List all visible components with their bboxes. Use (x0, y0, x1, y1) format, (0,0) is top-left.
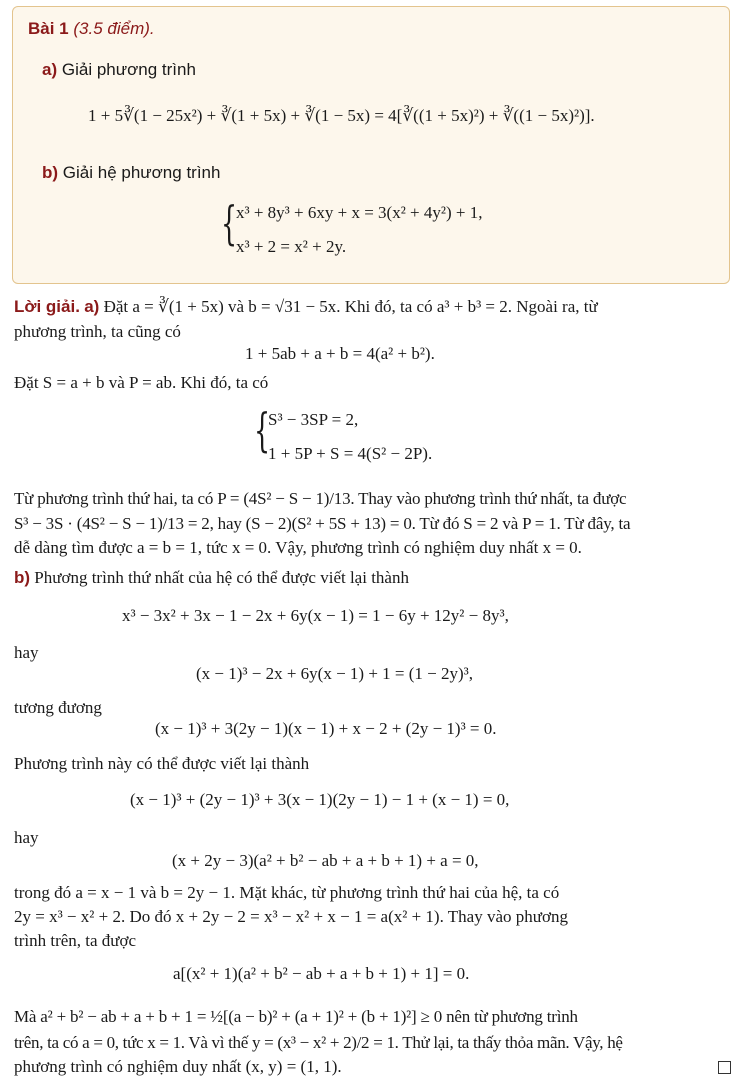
part-b-eq2: x³ + 2 = x² + 2y. (236, 237, 347, 256)
solution-eq-1: 1 + 5ab + a + b = 4(a² + b²). (245, 344, 435, 363)
solution-line-1 (14, 297, 598, 317)
solution-line-8: Phương trình này có thể được viết lại thành (14, 754, 310, 773)
solution-heading: Lời giải. (14, 297, 80, 316)
solution-line-6: dễ dàng tìm được a = b = 1, tức x = 0. Vậy, phương trình có nghiệm duy nhất x = 0. (14, 538, 582, 557)
system-brace: { (221, 196, 238, 250)
solution-tuong-duong: tương đương (14, 698, 102, 717)
problem-points: (3.5 điểm). (73, 19, 155, 38)
solution-line-1-text: Đặt a = ∛(1 + 5x) và b = √31 − 5x. Khi đó, ta có a³ + b³ = 2. Ngoài ra, từ (103, 297, 598, 316)
solution-line-10: 2y = x³ − x² + 2. Do đó x + 2y − 2 = x³ − x² + x − 1 = a(x² + 1). Thay vào phương (14, 907, 568, 926)
solution-line-7-text: Phương trình thứ nhất của hệ có thể được viết lại thành (34, 568, 409, 587)
solution-eq-4: (x − 1)³ + 3(2y − 1)(x − 1) + x − 2 + (2y − 1)³ = 0. (155, 719, 497, 738)
part-b-label: b) (42, 163, 59, 182)
part-a-equation: 1 + 5∛(1 − 25x²) + ∛(1 + 5x) + ∛(1 − 5x) = 4[∛((1 + 5x)²) + ∛((1 − 5x)²)]. (88, 106, 595, 125)
solution-sys-1: S³ − 3SP = 2, (268, 410, 359, 429)
solution-eq-7: a[(x² + 1)(a² + b² − ab + a + b + 1) + 1] = 0. (173, 964, 470, 983)
solution-line-7 (14, 568, 409, 588)
solution-eq-3: (x − 1)³ − 2x + 6y(x − 1) + 1 = (1 − 2y)³, (196, 664, 474, 683)
solution-b-label: b) (14, 568, 31, 587)
solution-line-3: Đặt S = a + b và P = ab. Khi đó, ta có (14, 373, 269, 392)
solution-line-4: Từ phương trình thứ hai, ta có P = (4S² − S − 1)/13. Thay vào phương trình thứ nhất, ta được (14, 489, 627, 508)
solution-eq-6: (x + 2y − 3)(a² + b² − ab + a + b + 1) + a = 0, (172, 851, 479, 870)
part-b-text: Giải hệ phương trình (62, 163, 221, 182)
solution-sys-2: 1 + 5P + S = 4(S² − 2P). (268, 444, 433, 463)
part-a-text: Giải phương trình (61, 60, 196, 79)
part-b-prompt (42, 163, 220, 183)
part-a-prompt (42, 60, 196, 80)
solution-hay-1: hay (14, 643, 39, 662)
solution-line-5: S³ − 3S · (4S² − S − 1)/13 = 2, hay (S − 2)(S² + 5S + 13) = 0. Từ đó S = 2 và P = 1. Từ đây, ta (14, 514, 631, 533)
problem-title: Bài 1 (28, 19, 69, 38)
part-b-eq1: x³ + 8y³ + 6xy + x = 3(x² + 4y²) + 1, (236, 203, 483, 222)
solution-line-2: phương trình, ta cũng có (14, 322, 181, 341)
part-a-label: a) (42, 60, 58, 79)
solution-eq-2: x³ − 3x² + 3x − 1 − 2x + 6y(x − 1) = 1 − 6y + 12y² − 8y³, (122, 606, 509, 625)
problem-heading (28, 19, 155, 39)
solution-line-12: Mà a² + b² − ab + a + b + 1 = ½[(a − b)² + (a + 1)² + (b + 1)²] ≥ 0 nên từ phương trình (14, 1007, 578, 1026)
solution-a-label: a) (84, 297, 100, 316)
solution-line-9: trong đó a = x − 1 và b = 2y − 1. Mặt khác, từ phương trình thứ hai của hệ, ta có (14, 883, 560, 902)
solution-eq-5: (x − 1)³ + (2y − 1)³ + 3(x − 1)(2y − 1) − 1 + (x − 1) = 0, (130, 790, 510, 809)
solution-line-13: trên, ta có a = 0, tức x = 1. Và vì thế y = (x³ − x² + 2)/2 = 1. Thử lại, ta thấy thỏa mãn. Vậy, hệ (14, 1033, 623, 1052)
system-brace-2: { (254, 403, 271, 457)
solution-line-11: trình trên, ta được (14, 931, 137, 950)
solution-line-14: phương trình có nghiệm duy nhất (x, y) = (1, 1). (14, 1057, 342, 1076)
qed-box (718, 1061, 731, 1074)
solution-hay-2: hay (14, 828, 39, 847)
problem-box (12, 6, 730, 284)
